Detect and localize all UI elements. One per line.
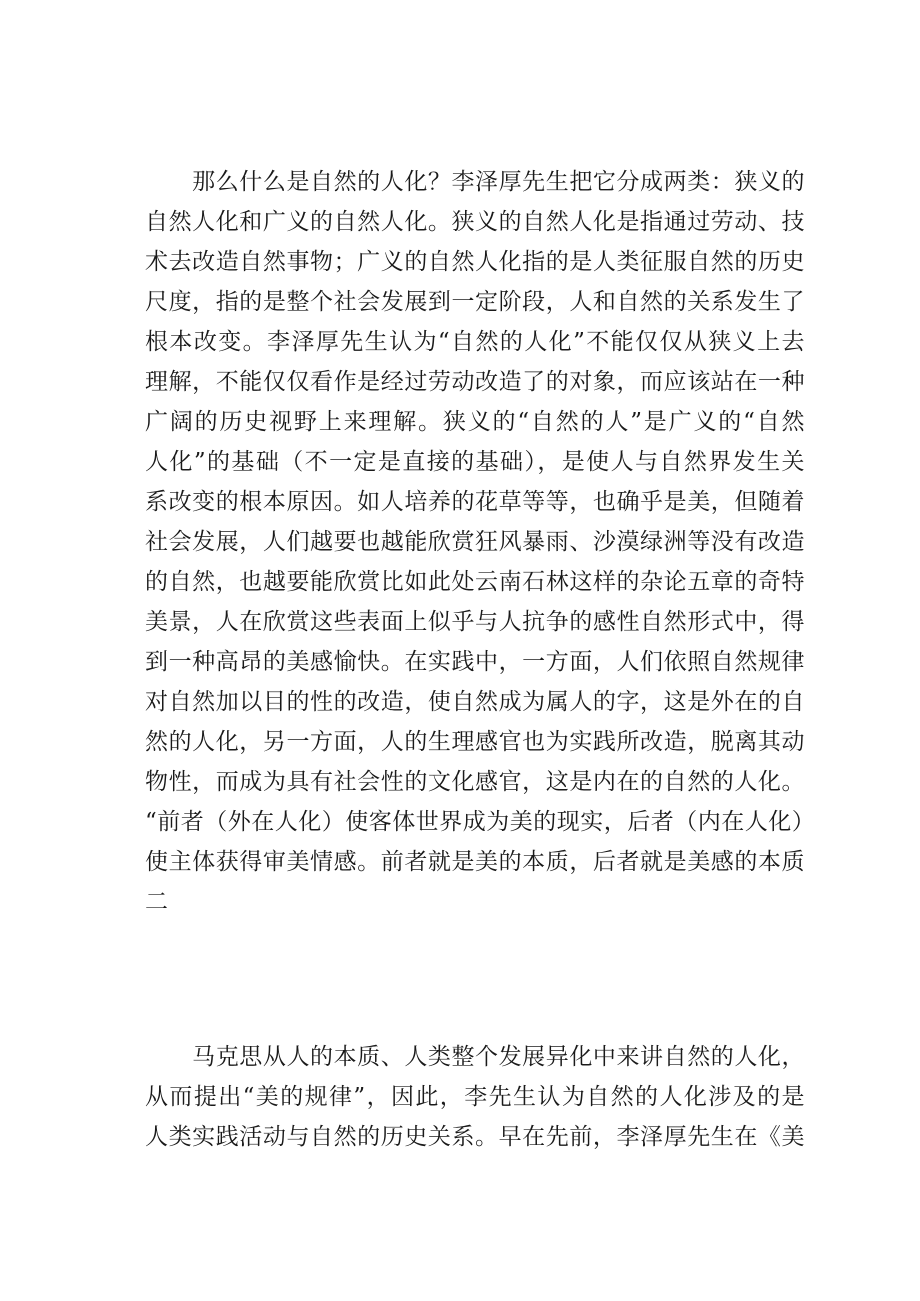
text-line: 美景，人在欣赏这些表面上似乎与人抗争的感性自然形式中，得 xyxy=(145,609,805,635)
text-line: 系改变的根本原因。如人培养的花草等等，也确乎是美，但随着 xyxy=(145,489,805,515)
text-line: 自然人化和广义的自然人化。狭义的自然人化是指通过劳动、技 xyxy=(145,209,805,235)
text-line: 人类实践活动与自然的历史关系。早在先前，李泽厚先生在《美 xyxy=(145,1124,805,1150)
text-line: 根本改变。李泽厚先生认为“自然的人化”不能仅仅从狭义上去 xyxy=(145,329,805,355)
text-line: 人化”的基础（不一定是直接的基础），是使人与自然界发生关 xyxy=(145,449,805,475)
text-line: 社会发展，人们越要也越能欣赏狂风暴雨、沙漠绿洲等没有改造 xyxy=(145,529,805,555)
paragraph-natural-humanization xyxy=(145,162,816,922)
text-line: 从而提出“美的规律”，因此，李先生认为自然的人化涉及的是 xyxy=(145,1084,805,1110)
text-line: 理解，不能仅仅看作是经过劳动改造了的对象，而应该站在一种 xyxy=(145,369,805,395)
text-line: 马克思从人的本质、人类整个发展异化中来讲自然的人化， xyxy=(145,1044,805,1070)
text-line: 尺度，指的是整个社会发展到一定阶段，人和自然的关系发生了 xyxy=(145,289,805,315)
text-line: 然的人化，另一方面，人的生理感官也为实践所改造，脱离其动 xyxy=(145,729,805,755)
paragraph-marx-laws-of-beauty xyxy=(145,1037,805,1157)
text-line: “前者（外在人化）使客体世界成为美的现实，后者（内在人化） xyxy=(145,809,816,835)
text-line: 广阔的历史视野上来理解。狭义的“自然的人”是广义的“自然 xyxy=(145,409,805,435)
text-line: 的自然，也越要能欣赏比如此处云南石林这样的杂论五章的奇特 xyxy=(145,569,805,595)
text-line: 那么什么是自然的人化？李泽厚先生把它分成两类：狭义的 xyxy=(145,169,805,195)
text-line: 使主体获得审美情感。前者就是美的本质，后者就是美感的本质 xyxy=(145,849,805,875)
text-line: 到一种高昂的美感愉快。在实践中，一方面，人们依照自然规律 xyxy=(145,649,805,675)
text-line: 术去改造自然事物；广义的自然人化指的是人类征服自然的历史 xyxy=(145,249,805,275)
text-line: 对自然加以目的性的改造，使自然成为属人的字，这是外在的自 xyxy=(145,689,805,715)
text-line: 物性，而成为具有社会性的文化感官，这是内在的自然的人化。 xyxy=(145,769,805,795)
text-line: 二 xyxy=(145,889,169,915)
